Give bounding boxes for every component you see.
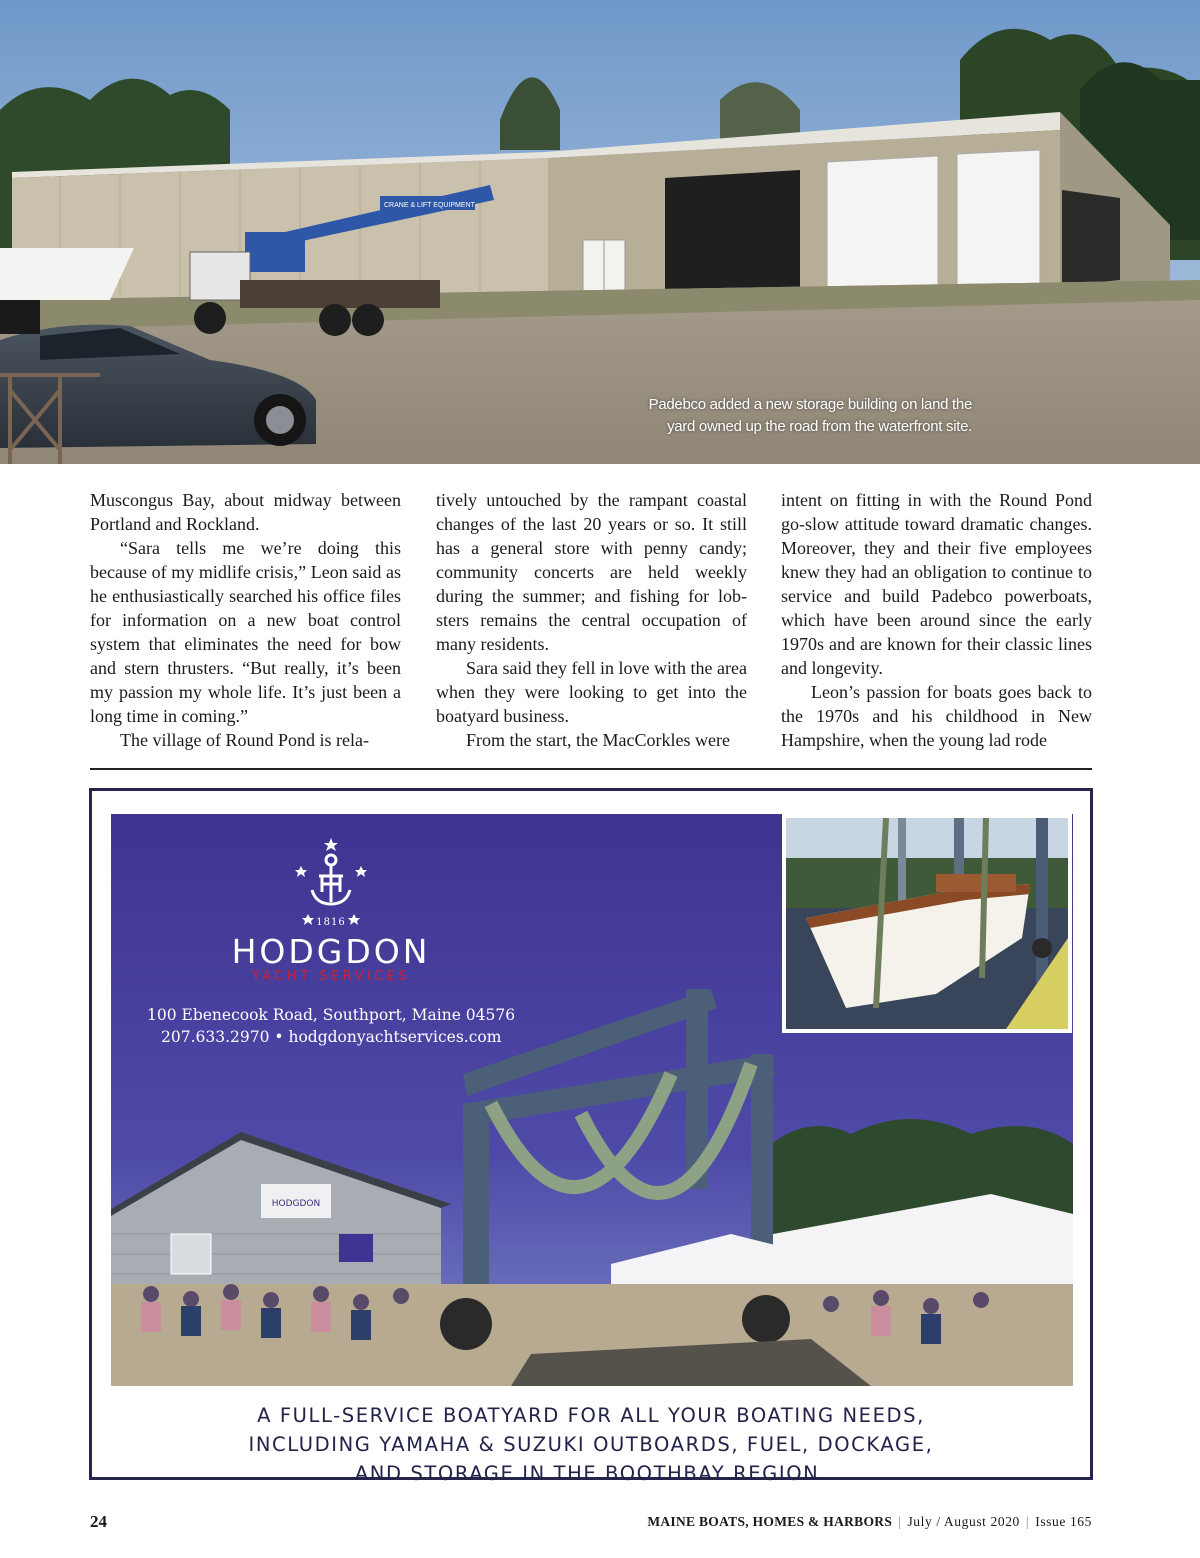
wooden-boat-scene xyxy=(786,818,1068,1029)
paragraph: tively untouched by the rampant coastal changes of the last 20 years or so. It still has a general store with penny candy; community concerts are held weekly during the summer; and fishing for lobsters remains the central occupation of many residents. xyxy=(436,490,747,654)
tagline-line: A FULL-SERVICE BOATYARD FOR ALL YOUR BOATING NEEDS, xyxy=(257,1404,925,1427)
page-number: 24 xyxy=(90,1512,107,1531)
paragraph: intent on fitting in with the Round Pond go-slow attitude toward dramatic changes. Moreover, they and their five employees knew they had an obligation to continue to service and build Padebco powerboats, which have been around since the early 1970s and are known for their classic lines and longevity. xyxy=(781,490,1092,678)
section-divider xyxy=(90,768,1092,770)
paragraph: Muscongus Bay, about midway between Portland and Rockland. xyxy=(90,490,401,534)
logo-name: HODGDON xyxy=(231,932,431,971)
logo-subtitle: YACHT SERVICES xyxy=(251,969,411,984)
ad-tagline xyxy=(92,1401,1090,1488)
logo-year: 1816 xyxy=(316,917,346,928)
hero-photo xyxy=(0,0,1200,464)
running-footer xyxy=(647,1514,1092,1530)
paragraph: Sara said they fell in love with the area when they were looking to get into the boatyard business. xyxy=(436,658,747,726)
footer-separator: | xyxy=(1025,1514,1030,1529)
issue-number: Issue 165 xyxy=(1035,1514,1092,1529)
caption-line: Padebco added a new storage building on land the xyxy=(648,396,972,413)
ad-address: 100 Ebenecook Road, Southport, Maine 04576 xyxy=(147,1006,516,1024)
ad-phone-website: 207.633.2970 • hodgdonyachtservices.com xyxy=(161,1028,502,1046)
footer-separator: | xyxy=(898,1514,902,1529)
article-column-2 xyxy=(436,488,747,752)
photo-caption xyxy=(610,394,972,438)
paragraph: The village of Round Pond is rela- xyxy=(120,730,369,750)
issue-date: July / August 2020 xyxy=(907,1514,1020,1529)
article-body xyxy=(90,488,1092,750)
storage-building-photo xyxy=(0,0,1200,464)
hodgdon-logo xyxy=(201,836,461,984)
boat-in-lift-photo xyxy=(782,814,1072,1033)
article-column-3 xyxy=(781,488,1092,752)
anchor-icon xyxy=(286,836,376,926)
building-sign: HODGDON xyxy=(271,1199,321,1209)
paragraph: “Sara tells me we’re doing this because of my midlife crisis,” Leon said as he enthusiastically searched his office files for information on a new boat control system that eliminates the need for bow and stern thrusters. “But really, it’s been my passion my whole life. It’s just been a long time in coming.” xyxy=(90,538,401,726)
tagline-line: INCLUDING YAMAHA & SUZUKI OUTBOARDS, FUEL, DOCKAGE, xyxy=(248,1433,934,1456)
caption-line: yard owned up the road from the waterfront site. xyxy=(667,418,972,435)
crane-sign: CRANE & LIFT EQUIPMENT xyxy=(384,202,475,209)
hodgdon-advertisement xyxy=(89,788,1093,1485)
tagline-line: AND STORAGE IN THE BOOTHBAY REGION. xyxy=(354,1462,828,1485)
article-column-1 xyxy=(90,488,401,752)
magazine-title: MAINE BOATS, HOMES & HARBORS xyxy=(647,1514,893,1529)
paragraph: From the start, the MacCorkles were xyxy=(466,730,730,750)
paragraph: Leon’s passion for boats goes back to the 1970s and his childhood in New Hampshire, when the young lad rode xyxy=(781,682,1092,750)
ad-contact xyxy=(147,1004,547,1048)
